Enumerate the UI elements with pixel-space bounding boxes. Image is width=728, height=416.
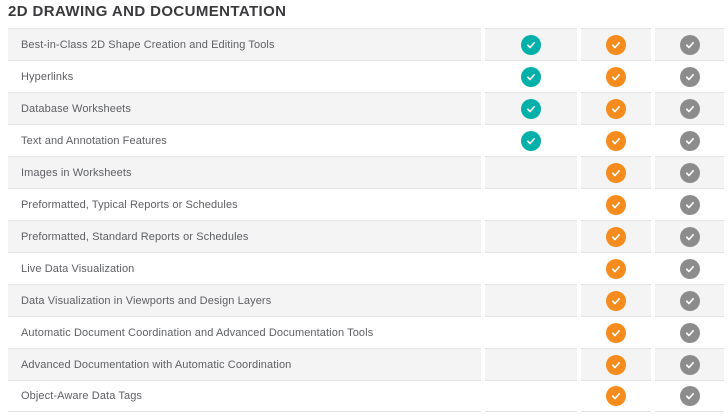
table-row [8,252,724,284]
feature-check-cell [485,92,577,124]
feature-label: Automatic Document Coordination and Advanced Documentation Tools [21,326,374,339]
table-row [8,92,724,124]
check-circle-icon [606,67,626,87]
feature-check-cell [485,348,577,380]
feature-check-cell [655,28,724,60]
feature-label-cell [8,220,481,252]
table-row [8,220,724,252]
feature-check-cell [485,28,577,60]
check-circle-icon [606,259,626,279]
check-circle-icon [606,291,626,311]
feature-label: Text and Annotation Features [21,134,167,147]
feature-label: Object-Aware Data Tags [21,390,143,402]
feature-label-cell [8,92,481,124]
feature-label: Live Data Visualization [21,262,135,275]
feature-label-cell [8,60,481,92]
feature-check-cell [581,156,651,188]
feature-check-cell [655,316,724,348]
check-circle-icon [680,35,700,55]
feature-check-cell [655,156,724,188]
feature-label-cell [8,124,481,156]
check-circle-icon [521,67,541,87]
feature-label: Database Worksheets [21,102,131,115]
table-row [8,380,724,412]
check-circle-icon [606,99,626,119]
check-circle-icon [606,35,626,55]
feature-label-cell [8,28,481,60]
feature-label: Preformatted, Standard Reports or Schedules [21,230,249,243]
feature-check-cell [655,380,724,412]
feature-check-cell [655,348,724,380]
table-row [8,316,724,348]
check-circle-icon [680,355,700,375]
feature-check-cell [581,124,651,156]
feature-check-cell [485,252,577,284]
check-circle-icon [680,259,700,279]
feature-check-cell [581,380,651,412]
feature-check-cell [581,284,651,316]
feature-label: Images in Worksheets [21,166,132,179]
check-circle-icon [606,386,626,406]
feature-label: Preformatted, Typical Reports or Schedules [21,198,238,211]
check-circle-icon [680,227,700,247]
check-circle-icon [606,227,626,247]
feature-check-cell [581,252,651,284]
feature-check-cell [581,316,651,348]
feature-check-cell [655,252,724,284]
feature-check-cell [581,28,651,60]
feature-check-cell [581,348,651,380]
feature-check-cell [655,60,724,92]
check-circle-icon [680,323,700,343]
feature-check-cell [581,188,651,220]
table-row [8,124,724,156]
feature-label: Advanced Documentation with Automatic Coordination [21,358,292,371]
feature-check-cell [655,188,724,220]
feature-label: Data Visualization in Viewports and Design Layers [21,294,272,307]
check-circle-icon [606,163,626,183]
feature-check-cell [485,380,577,412]
section-title: 2D DRAWING AND DOCUMENTATION [8,3,287,20]
check-circle-icon [680,163,700,183]
feature-label-cell [8,284,481,316]
feature-check-cell [485,316,577,348]
check-circle-icon [680,131,700,151]
check-circle-icon [521,35,541,55]
feature-label: Hyperlinks [21,70,74,83]
feature-check-cell [485,124,577,156]
table-row [8,28,724,60]
feature-check-cell [485,188,577,220]
check-circle-icon [680,195,700,215]
feature-check-cell [655,92,724,124]
feature-label-cell [8,348,481,380]
check-circle-icon [680,67,700,87]
feature-label-cell [8,380,481,412]
feature-check-cell [485,284,577,316]
feature-check-cell [485,60,577,92]
feature-check-cell [655,220,724,252]
feature-label: Best-in-Class 2D Shape Creation and Editing Tools [21,38,275,51]
check-circle-icon [521,99,541,119]
table-row [8,60,724,92]
feature-check-cell [581,60,651,92]
check-circle-icon [680,386,700,406]
table-row [8,348,724,380]
check-circle-icon [521,131,541,151]
check-circle-icon [680,99,700,119]
feature-check-cell [581,92,651,124]
feature-label-cell [8,316,481,348]
feature-check-cell [655,284,724,316]
check-circle-icon [680,291,700,311]
feature-check-cell [655,124,724,156]
feature-check-cell [485,156,577,188]
check-circle-icon [606,131,626,151]
check-circle-icon [606,355,626,375]
check-circle-icon [606,323,626,343]
table-row [8,156,724,188]
table-row [8,188,724,220]
table-row [8,284,724,316]
check-circle-icon [606,195,626,215]
feature-label-cell [8,156,481,188]
feature-check-cell [581,220,651,252]
feature-label-cell [8,252,481,284]
feature-check-cell [485,220,577,252]
feature-comparison-table [8,28,724,412]
feature-label-cell [8,188,481,220]
